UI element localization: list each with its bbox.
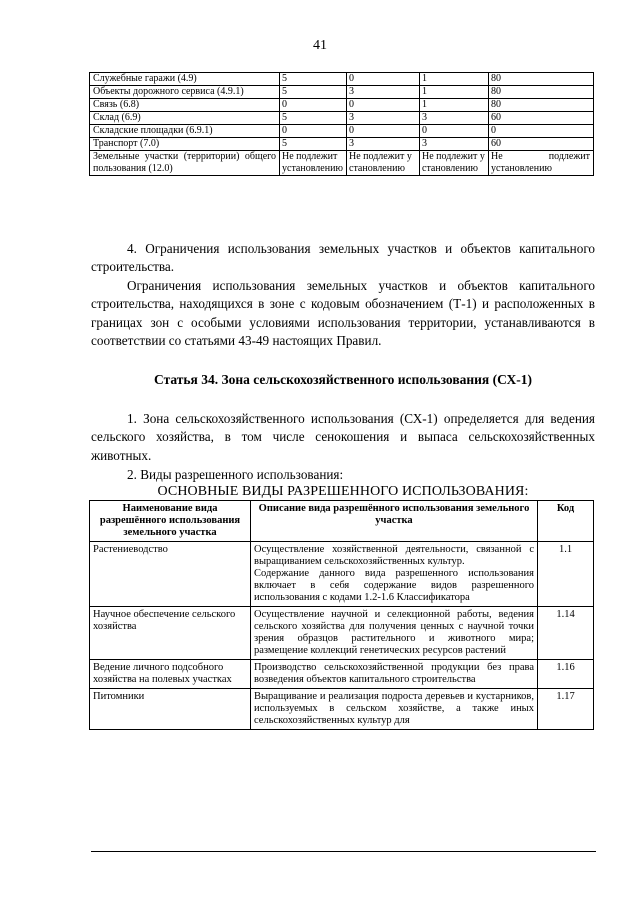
article-paragraph-1: 1. Зона сельскохозяйственного использования (СХ-1) определяется для ведения сельского хозяйства, в том числе сенокошения и выпаса сельскохозяйственных животных.	[91, 411, 595, 463]
row-value: 3	[347, 112, 420, 125]
row-value: 80	[489, 73, 594, 86]
row-value: 0	[280, 125, 347, 138]
main-uses-subtitle: ОСНОВНЫЕ ВИДЫ РАЗРЕШЕННОГО ИСПОЛЬЗОВАНИЯ:	[157, 484, 529, 499]
row-name: Служебные гаражи (4.9)	[90, 73, 280, 86]
row-code: 1.1	[538, 542, 594, 607]
table-row	[90, 86, 594, 99]
table-row	[90, 542, 594, 607]
row-value: Не подлежит установлению	[420, 151, 489, 176]
table-row	[90, 73, 594, 86]
row-value: 3	[420, 138, 489, 151]
section-4-title: 4. Ограничения использования земельных участков и объектов капитального строительства.	[91, 241, 595, 275]
header-description: Описание вида разрешённого использования земельного участка	[251, 501, 538, 542]
row-value: 80	[489, 99, 594, 112]
row-value: 0	[347, 125, 420, 138]
row-value: 1	[420, 86, 489, 99]
header-name: Наименование вида разрешённого использования земельного участка	[90, 501, 251, 542]
article-paragraph-2: 2. Виды разрешенного использования:	[127, 467, 344, 482]
article-title: Статья 34. Зона сельскохозяйственного использования (СХ-1)	[154, 372, 532, 387]
row-code: 1.16	[538, 660, 594, 689]
table-row	[90, 689, 594, 730]
table-row	[90, 125, 594, 138]
table-row	[90, 660, 594, 689]
row-value: 3	[347, 86, 420, 99]
row-value: 3	[347, 138, 420, 151]
row-value: 3	[420, 112, 489, 125]
row-name: Объекты дорожного сервиса (4.9.1)	[90, 86, 280, 99]
main-uses-table	[89, 500, 594, 730]
row-code: 1.17	[538, 689, 594, 730]
table-header-row	[90, 501, 594, 542]
section-4-text: Ограничения использования земельных участков и объектов капитального строительства, находящихся в зоне с кодовым обозначением (Т-1) и расположенных в границах зон с особыми условиями использования территории, устанавливаются в соответствии со статьями 43-49 настоящих Правил.	[91, 278, 595, 349]
table-row	[90, 112, 594, 125]
table-row	[90, 138, 594, 151]
row-name: Транспорт (7.0)	[90, 138, 280, 151]
row-description: Производство сельскохозяйственной продукции без права возведения объектов капитального строительства	[251, 660, 538, 689]
row-description-extra: Содержание данного вида разрешенного использования включает в себя содержание видов разрешенного использования с кодами 1.2-1.6 Классификатора	[254, 568, 534, 603]
row-name: Склад (6.9)	[90, 112, 280, 125]
row-value: 0	[347, 73, 420, 86]
table-row	[90, 607, 594, 660]
row-value: 0	[489, 125, 594, 138]
row-value: Не подлежит установлению	[347, 151, 420, 176]
row-value: 80	[489, 86, 594, 99]
row-name: Ведение личного подсобного хозяйства на полевых участках	[90, 660, 251, 689]
row-description	[251, 542, 538, 607]
header-code: Код	[538, 501, 594, 542]
row-description-text: Осуществление хозяйственной деятельности, связанной с выращиванием сельскохозяйственных культур.	[254, 544, 534, 567]
footer-divider	[91, 851, 596, 852]
row-value: Не подлежит установлению	[280, 151, 347, 176]
table-row	[90, 99, 594, 112]
row-value: 0	[420, 125, 489, 138]
zone-parameters-table	[89, 72, 594, 176]
page-number: 41	[313, 38, 327, 53]
row-name: Растениеводство	[90, 542, 251, 607]
row-description: Выращивание и реализация подроста деревьев и кустарников, используемых в сельском хозяйстве, а также иных сельскохозяйственных культур для	[251, 689, 538, 730]
row-value: 1	[420, 99, 489, 112]
row-name: Складские площадки (6.9.1)	[90, 125, 280, 138]
row-value: Не подлежит установлению	[489, 151, 594, 176]
row-value: 5	[280, 112, 347, 125]
row-value: 0	[347, 99, 420, 112]
row-name: Связь (6.8)	[90, 99, 280, 112]
row-code: 1.14	[538, 607, 594, 660]
row-name: Земельные участки (территории) общего пользования (12.0)	[90, 151, 280, 176]
row-value: 1	[420, 73, 489, 86]
row-value: 0	[280, 99, 347, 112]
row-description: Осуществление научной и селекционной работы, ведения сельского хозяйства для получения ценных с научной точки зрения образцов растительного и животного мира; размещение коллекций генетических ресурсов растений	[251, 607, 538, 660]
row-name: Питомники	[90, 689, 251, 730]
row-value: 60	[489, 112, 594, 125]
row-value: 60	[489, 138, 594, 151]
row-value: 5	[280, 138, 347, 151]
row-name: Научное обеспечение сельского хозяйства	[90, 607, 251, 660]
table-row	[90, 151, 594, 176]
row-value: 5	[280, 73, 347, 86]
row-value: 5	[280, 86, 347, 99]
